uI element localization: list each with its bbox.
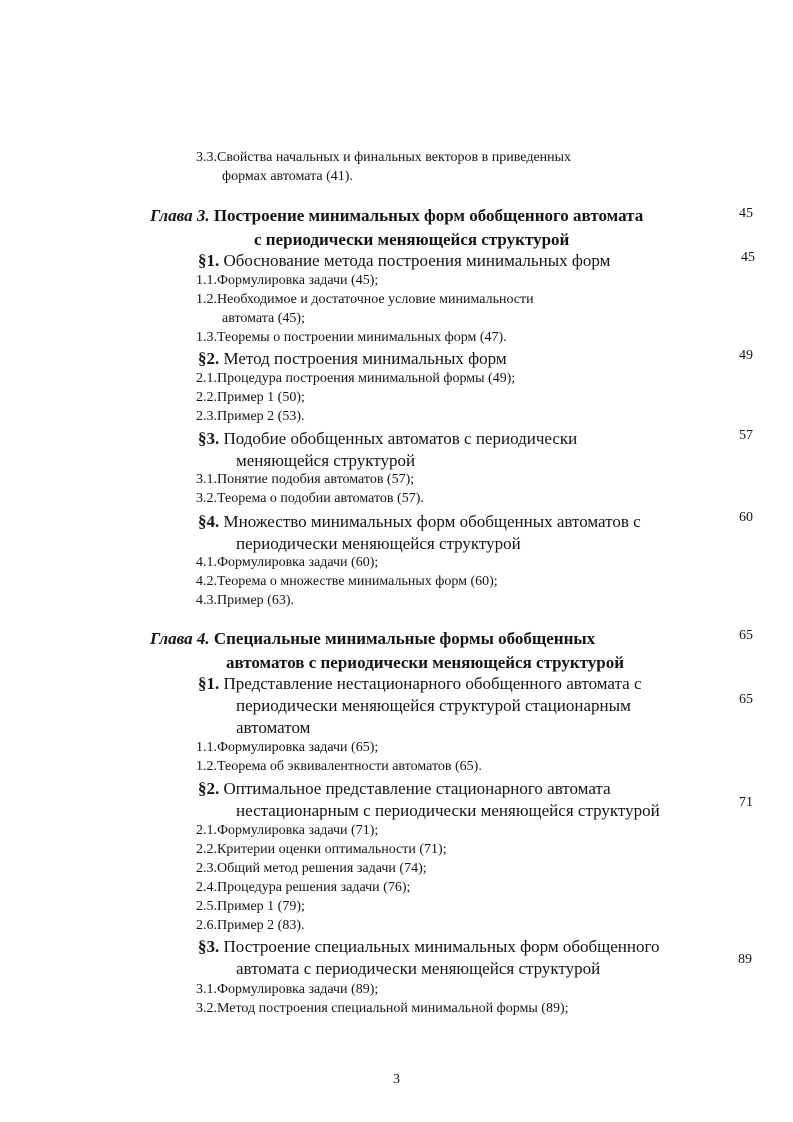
ch4-section-3-page: 89 <box>738 952 752 967</box>
ch3-section-4-page: 60 <box>739 510 753 525</box>
ch3-section-3-heading <box>198 430 577 447</box>
ch3-section-2-heading <box>198 350 507 367</box>
ch4-section-2-mark: §2. <box>198 779 220 798</box>
ch3-section-1-page: 45 <box>741 250 755 265</box>
toc-entry-4-3-1: 3.1.Формулировка задачи (89); <box>196 982 379 997</box>
toc-entry-4-3-2: 3.2.Метод построения специальной минимальной формы (89); <box>196 1001 569 1016</box>
ch4-section-3-title-line2: автомата с периодически меняющейся структурой <box>236 959 601 978</box>
ch3-section-1-heading <box>198 252 610 269</box>
ch4-section-1-title-line1: Представление нестационарного обобщенного автомата с <box>223 674 642 693</box>
chapter-4-title-line1: Специальные минимальные формы обобщенных <box>213 629 596 648</box>
toc-entry-3-2-2: 2.2.Пример 1 (50); <box>196 390 305 405</box>
ch3-section-2-page: 49 <box>739 348 753 363</box>
chapter-4-label: Глава 4. <box>150 629 210 648</box>
ch4-section-2-title-line1: Оптимальное представление стационарного автомата <box>223 779 611 798</box>
chapter-4-page: 65 <box>739 628 753 643</box>
toc-entry-3-3-line1: 3.3.Свойства начальных и финальных векторов в приведенных <box>196 150 572 165</box>
ch3-section-4-heading <box>198 513 641 530</box>
ch4-section-2-heading <box>198 780 611 797</box>
toc-entry-4-2-6: 2.6.Пример 2 (83). <box>196 918 305 933</box>
page-number: 3 <box>393 1072 400 1087</box>
toc-entry-4-1-2: 1.2.Теорема об эквивалентности автоматов (65). <box>196 759 482 774</box>
ch3-section-2-mark: §2. <box>198 349 220 368</box>
chapter-4-title-line2: автоматов с периодически меняющейся структурой <box>226 653 625 672</box>
toc-entry-3-3-line2: формах автомата (41). <box>222 169 353 184</box>
ch4-section-1-page: 65 <box>739 692 753 707</box>
toc-entry-4-1-1: 1.1.Формулировка задачи (65); <box>196 740 379 755</box>
ch3-section-2-title: Метод построения минимальных форм <box>223 349 507 368</box>
toc-entry-3-4-2: 4.2.Теорема о множестве минимальных форм (60); <box>196 574 498 589</box>
ch3-section-3-title-line2: меняющейся структурой <box>236 451 416 470</box>
toc-entry-3-2-3: 2.3.Пример 2 (53). <box>196 409 305 424</box>
chapter-3-label: Глава 3. <box>150 206 210 225</box>
toc-entry-3-1-2-line2: автомата (45); <box>222 311 305 326</box>
toc-entry-4-2-1: 2.1.Формулировка задачи (71); <box>196 823 379 838</box>
toc-entry-4-2-4: 2.4.Процедура решения задачи (76); <box>196 880 411 895</box>
ch3-section-4-mark: §4. <box>198 512 220 531</box>
toc-entry-3-3-1: 3.1.Понятие подобия автоматов (57); <box>196 472 415 487</box>
ch3-section-3-title-line1: Подобие обобщенных автоматов с периодически <box>223 429 578 448</box>
ch3-section-3-page: 57 <box>739 428 753 443</box>
chapter-3-heading <box>150 207 643 224</box>
ch4-section-1-title-line2: периодически меняющейся структурой стационарным <box>236 696 631 715</box>
ch4-section-1-mark: §1. <box>198 674 220 693</box>
ch3-section-3-mark: §3. <box>198 429 220 448</box>
ch3-section-1-title: Обоснование метода построения минимальных форм <box>223 251 611 270</box>
toc-entry-4-2-3: 2.3.Общий метод решения задачи (74); <box>196 861 427 876</box>
toc-entry-3-3-2: 3.2.Теорема о подобии автоматов (57). <box>196 491 424 506</box>
toc-entry-3-1-3: 1.3.Теоремы о построении минимальных форм (47). <box>196 330 507 345</box>
toc-entry-3-1-1: 1.1.Формулировка задачи (45); <box>196 273 379 288</box>
toc-entry-3-4-1: 4.1.Формулировка задачи (60); <box>196 555 379 570</box>
chapter-3-title-line2: с периодически меняющейся структурой <box>254 230 570 249</box>
chapter-3-title-line1: Построение минимальных форм обобщенного автомата <box>213 206 644 225</box>
ch3-section-4-title-line2: периодически меняющейся структурой <box>236 534 521 553</box>
ch3-section-4-title-line1: Множество минимальных форм обобщенных автоматов с <box>223 512 641 531</box>
ch4-section-3-mark: §3. <box>198 937 220 956</box>
toc-entry-3-4-3: 4.3.Пример (63). <box>196 593 294 608</box>
ch3-section-1-mark: §1. <box>198 251 220 270</box>
chapter-4-heading <box>150 630 595 647</box>
toc-entry-3-1-2-line1: 1.2.Необходимое и достаточное условие минимальности <box>196 292 534 307</box>
ch4-section-1-title-line3: автоматом <box>236 718 311 737</box>
chapter-3-page: 45 <box>739 206 753 221</box>
ch4-section-3-title-line1: Построение специальных минимальных форм обобщенного <box>223 937 660 956</box>
ch4-section-1-heading <box>198 675 642 692</box>
ch4-section-2-title-line2: нестационарным с периодически меняющейся структурой <box>236 801 660 820</box>
ch4-section-2-page: 71 <box>739 795 753 810</box>
ch4-section-3-heading <box>198 938 660 955</box>
toc-entry-4-2-5: 2.5.Пример 1 (79); <box>196 899 305 914</box>
toc-entry-4-2-2: 2.2.Критерии оценки оптимальности (71); <box>196 842 447 857</box>
toc-entry-3-2-1: 2.1.Процедура построения минимальной формы (49); <box>196 371 516 386</box>
